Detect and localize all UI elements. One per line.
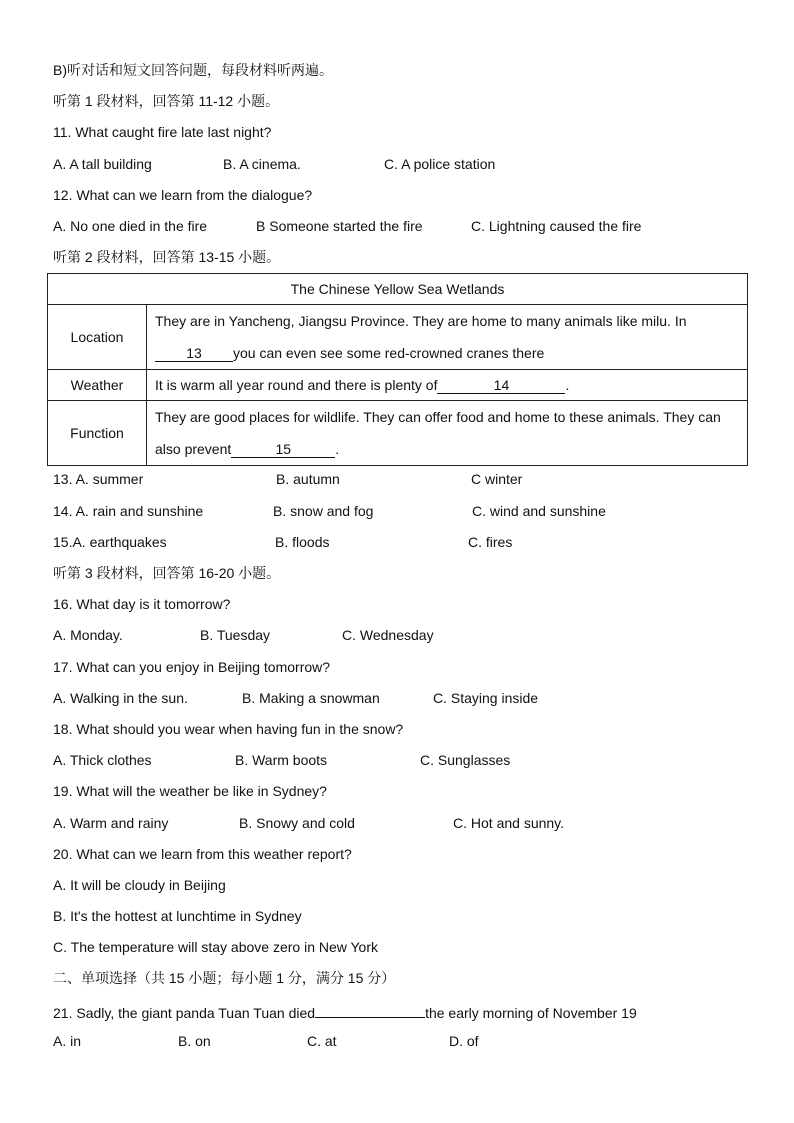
- q16-option-c: C. Wednesday: [342, 627, 434, 643]
- function-line1: They are good places for wildlife. They can offer food and home to these animals. They can: [155, 409, 721, 425]
- passage2-header: 听第 2 段材料，回答第 13-15 小题。: [53, 249, 281, 265]
- q17-option-a: A. Walking in the sun.: [53, 690, 188, 706]
- q17-option-c: C. Staying inside: [433, 690, 539, 706]
- weather-end: .: [565, 376, 570, 393]
- q13-option-b: B. autumn: [276, 471, 340, 487]
- q20-option-c: C. The temperature will stay above zero in New York: [53, 939, 379, 955]
- q18-option-b: B. Warm boots: [235, 752, 328, 768]
- blank-15: 15: [231, 441, 335, 458]
- function-line2: also prevent: [155, 441, 232, 457]
- q15-option-b: B. floods: [275, 534, 330, 550]
- q21-blank: [315, 1001, 425, 1018]
- q21-option-b: B. on: [178, 1033, 211, 1049]
- q21-option-a: A. in: [53, 1033, 82, 1049]
- q16-option-b: B. Tuesday: [200, 627, 271, 643]
- q13-option-c: C winter: [471, 471, 523, 487]
- location-cell: [147, 305, 748, 370]
- weather-text: It is warm all year round and there is plenty of: [155, 376, 438, 393]
- question-16: 16. What day is it tomorrow?: [53, 596, 231, 612]
- q21-option-d: D. of: [449, 1033, 479, 1049]
- q12-option-c: C. Lightning caused the fire: [471, 218, 642, 234]
- function-label: Function: [48, 401, 147, 466]
- function-cell: [147, 401, 748, 466]
- q14-option-c: C. wind and sunshine: [472, 503, 606, 519]
- q19-option-c: C. Hot and sunny.: [453, 815, 565, 831]
- q19-option-a: A. Warm and rainy: [53, 815, 169, 831]
- q21-option-c: C. at: [307, 1033, 337, 1049]
- q11-option-c: C. A police station: [384, 156, 496, 172]
- q18-option-c: C. Sunglasses: [420, 752, 511, 768]
- q20-option-b: B. It's the hottest at lunchtime in Sydney: [53, 908, 302, 924]
- q15-option-c: C. fires: [468, 534, 513, 550]
- blank-13: 13: [155, 345, 233, 362]
- q11-option-b: B. A cinema.: [223, 156, 301, 172]
- q15-option-a: 15.A. earthquakes: [53, 534, 167, 550]
- part2-header: 二、单项选择（共 15 小题；每小题 1 分，满分 15 分）: [53, 970, 396, 986]
- question-11: 11. What caught fire late last night?: [53, 124, 272, 140]
- question-17: 17. What can you enjoy in Beijing tomorrow?: [53, 659, 331, 675]
- location-line1: They are in Yancheng, Jiangsu Province. They are home to many animals like milu. In: [155, 313, 687, 329]
- question-21: [53, 1001, 637, 1022]
- table-title: The Chinese Yellow Sea Wetlands: [48, 274, 748, 305]
- q21-end: the early morning of November 19: [425, 1005, 637, 1021]
- q11-option-a: A. A tall building: [53, 156, 152, 172]
- q17-option-b: B. Making a snowman: [242, 690, 380, 706]
- question-18: 18. What should you wear when having fun in the snow?: [53, 721, 404, 737]
- q20-option-a: A. It will be cloudy in Beijing: [53, 877, 226, 893]
- question-19: 19. What will the weather be like in Sydney?: [53, 783, 327, 799]
- q18-option-a: A. Thick clothes: [53, 752, 152, 768]
- section-b-instruction: B)听对话和短文回答问题，每段材料听两遍。: [53, 62, 333, 78]
- blank-14: 14: [437, 377, 565, 394]
- q21-text: 21. Sadly, the giant panda Tuan Tuan died: [53, 1005, 316, 1021]
- question-12: 12. What can we learn from the dialogue?: [53, 187, 313, 203]
- q12-option-b: B Someone started the fire: [256, 218, 423, 234]
- q19-option-b: B. Snowy and cold: [239, 815, 355, 831]
- question-20: 20. What can we learn from this weather report?: [53, 846, 352, 862]
- location-label: Location: [48, 305, 147, 370]
- q12-option-a: A. No one died in the fire: [53, 218, 208, 234]
- passage1-header: 听第 1 段材料，回答第 11-12 小题。: [53, 93, 280, 109]
- passage3-header: 听第 3 段材料，回答第 16-20 小题。: [53, 565, 281, 581]
- q14-option-a: 14. A. rain and sunshine: [53, 503, 204, 519]
- weather-cell: [147, 370, 748, 401]
- location-line2: you can even see some red-crowned cranes there: [233, 345, 545, 361]
- weather-label: Weather: [48, 370, 147, 401]
- function-end: .: [335, 441, 340, 457]
- q14-option-b: B. snow and fog: [273, 503, 374, 519]
- wetlands-table: [47, 273, 748, 466]
- q16-option-a: A. Monday.: [53, 627, 123, 643]
- q13-option-a: 13. A. summer: [53, 471, 144, 487]
